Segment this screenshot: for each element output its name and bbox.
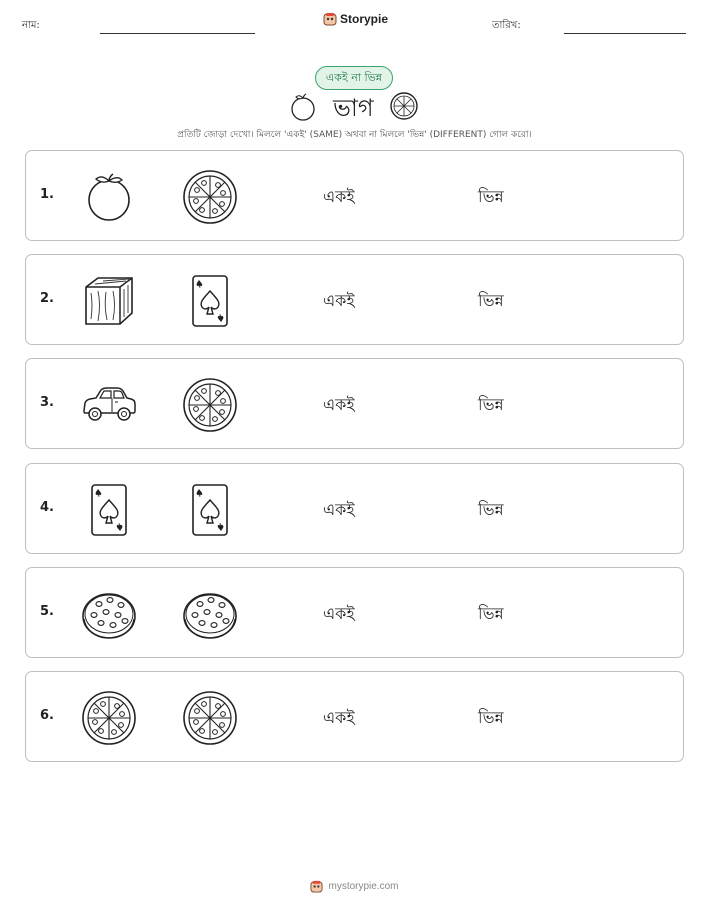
storypie-mascot-icon [323, 12, 337, 26]
question-card [25, 150, 684, 241]
question-number: 5. [40, 603, 54, 619]
spade-card-icon [182, 273, 238, 329]
citrus-slice-icon [389, 91, 419, 121]
date-label: তারিখ: [492, 20, 521, 31]
question-number: 4. [40, 499, 54, 515]
cookie-icon [81, 586, 137, 642]
footer-url: mystorypie.com [328, 881, 399, 892]
storypie-mascot-icon [310, 880, 323, 893]
same-option[interactable]: একই [323, 499, 355, 519]
pizza-icon [182, 690, 238, 746]
same-option[interactable]: একই [323, 603, 355, 623]
footer [0, 880, 709, 893]
same-option[interactable]: একই [323, 708, 355, 727]
question-number: 1. [40, 187, 54, 202]
different-option[interactable]: ভিন্ন [478, 291, 504, 311]
same-option[interactable]: একই [323, 187, 355, 206]
question-number: 3. [40, 395, 54, 411]
wooden-block-icon [81, 273, 137, 329]
same-option[interactable]: একই [323, 395, 355, 415]
page-title: ভাগ [333, 94, 374, 122]
topic-badge: একই না ভিন্ন [315, 66, 393, 90]
pizza-icon [182, 169, 238, 225]
question-card [25, 567, 684, 658]
different-option[interactable]: ভিন্ন [478, 395, 504, 415]
instructions: প্রতিটি জোড়া দেখো। মিললে 'একই' (SAME) অথবা না মিললে 'ভিন্ন' (DIFFERENT) গোল করো। [177, 130, 532, 140]
spade-card-icon [182, 482, 238, 538]
question-number: 2. [40, 291, 54, 307]
question-card [25, 254, 684, 345]
car-icon [81, 377, 137, 433]
brand-name: Storypie [340, 12, 389, 26]
question-number: 6. [40, 708, 54, 723]
pizza-icon [182, 377, 238, 433]
title-row [0, 90, 709, 124]
different-option[interactable]: ভিন্ন [478, 499, 504, 519]
orange-icon [289, 92, 317, 122]
brand-logo [323, 12, 388, 26]
name-line[interactable] [100, 33, 255, 34]
spade-card-icon [81, 482, 137, 538]
same-option[interactable]: একই [323, 291, 355, 311]
orange-icon [81, 169, 137, 225]
different-option[interactable]: ভিন্ন [478, 708, 504, 727]
cookie-icon [182, 586, 238, 642]
question-card [25, 358, 684, 449]
different-option[interactable]: ভিন্ন [478, 187, 504, 206]
question-card [25, 671, 684, 762]
question-card [25, 463, 684, 554]
date-line[interactable] [564, 33, 686, 34]
different-option[interactable]: ভিন্ন [478, 603, 504, 623]
name-label: নাম: [22, 20, 40, 31]
pizza-icon [81, 690, 137, 746]
